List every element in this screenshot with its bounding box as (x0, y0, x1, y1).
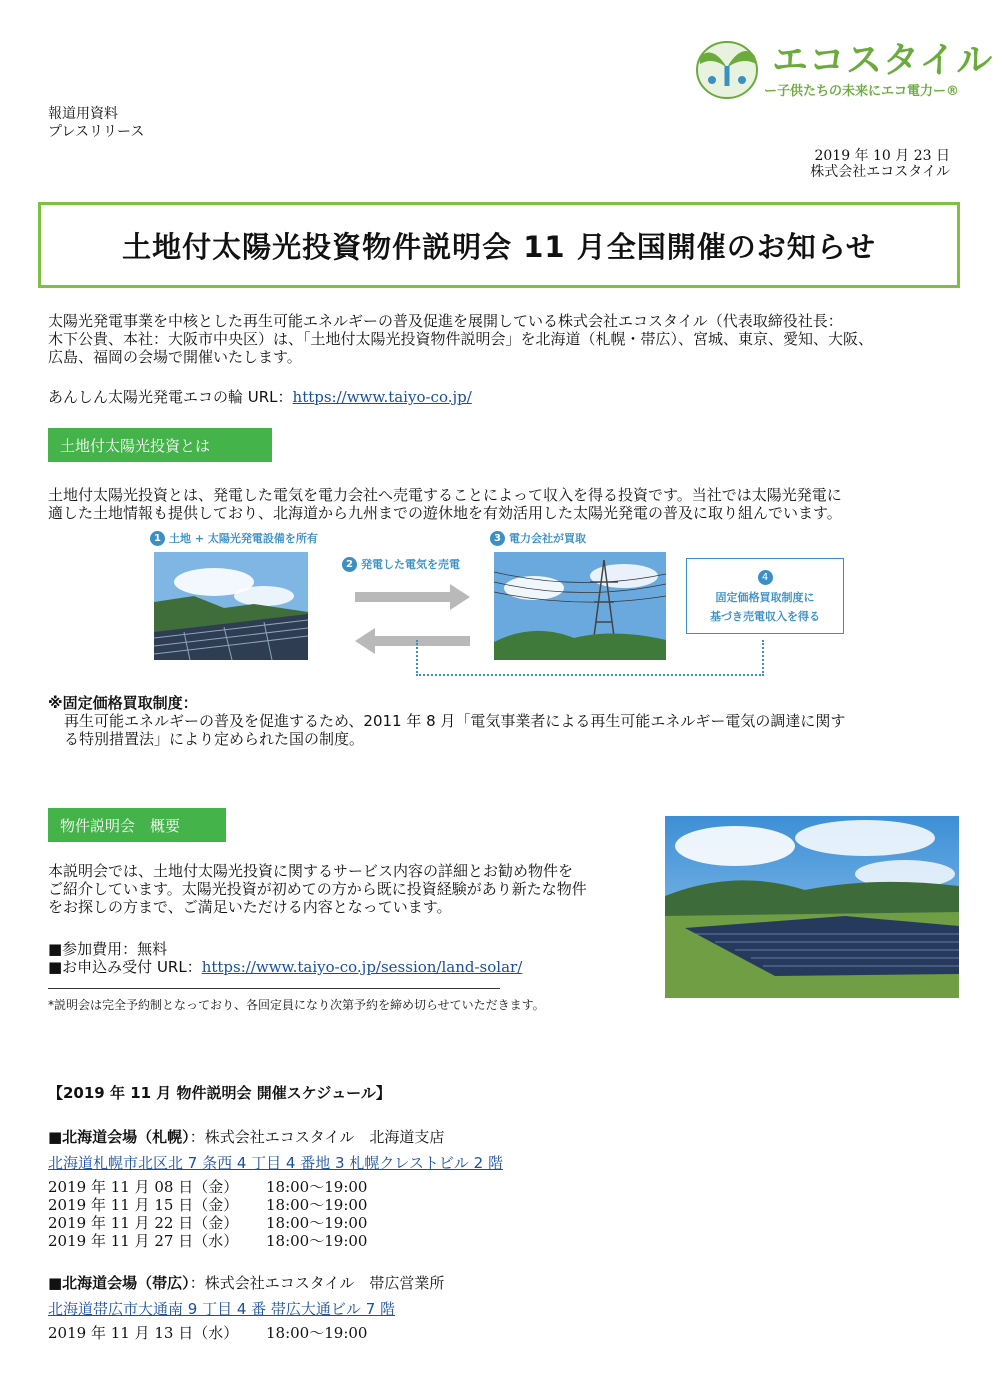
venue-obihiro-address (48, 1300, 395, 1318)
page-title: 土地付太陽光投資物件説明会 11 月全国開催のお知らせ (122, 229, 876, 264)
fee-line: ■参加費用：無料 (48, 940, 168, 958)
intro-line: 木下公貴、本社：大阪市中央区）は、「土地付太陽光投資物件説明会」を北海道（札幌・帯広）、宮城、東京、愛知、大阪、 (48, 330, 874, 348)
intro-line: 広島、福岡の会場で開催いたします。 (48, 348, 302, 366)
schedule-date: 2019 年 11 月 15 日（金） (48, 1196, 239, 1214)
note-heading: ※固定価格買取制度： (48, 694, 198, 712)
diagram-step-3 (490, 530, 586, 546)
note-line: る特別措置法」により定められた国の制度。 (64, 730, 365, 748)
schedule-time: 18:00〜19:00 (266, 1196, 368, 1214)
venue-company: ：株式会社エコスタイル 北海道支店 (189, 1128, 445, 1146)
company-logo (690, 30, 994, 102)
step-number: 2 (342, 557, 357, 572)
venue-name: ■北海道会場（札幌） (48, 1128, 190, 1146)
schedule-date: 2019 年 11 月 08 日（金） (48, 1178, 239, 1196)
venue-sapporo-dates (48, 1178, 367, 1250)
diagram-step-1 (150, 530, 318, 546)
section-heading-investment (48, 428, 272, 462)
schedule-row (48, 1214, 367, 1232)
venue-name: ■北海道会場（帯広） (48, 1274, 190, 1292)
section-heading-overview (48, 808, 226, 842)
investment-line: 適した土地情報も提供しており、北海道から九州までの遊休地を有効活用した太陽光発電の普及に取り組んでいます。 (48, 504, 842, 522)
step-number: 3 (490, 531, 505, 546)
leaf-logo-icon (690, 30, 764, 102)
schedule-row (48, 1232, 367, 1250)
step-number: 1 (150, 531, 165, 546)
intro-line: 太陽光発電事業を中核とした再生可能エネルギーの普及促進を展開している株式会社エコスタイル（代表取締役社長： (48, 312, 843, 330)
schedule-time: 18:00〜19:00 (266, 1324, 368, 1342)
overview-line: をお探しの方まで、ご満足いただける内容となっています。 (48, 898, 452, 916)
schedule-time: 18:00〜19:00 (266, 1232, 368, 1250)
venue-sapporo-address (48, 1154, 503, 1172)
schedule-heading: 【2019 年 11 月 物件説明会 開催スケジュール】 (48, 1084, 391, 1102)
overview-line: 本説明会では、土地付太陽光投資に関するサービス内容の詳細とお勧め物件を (48, 862, 574, 880)
apply-url-row (48, 958, 522, 976)
company-name: 株式会社エコスタイル (810, 164, 950, 180)
overview-line: ご紹介しています。太陽光投資が初めての方から既に投資経験があり新たな物件 (48, 880, 587, 898)
logo-tagline: ー子供たちの未来にエコ電力ー® (764, 84, 960, 99)
overview-paragraph (48, 862, 587, 916)
venue-sapporo-header (48, 1128, 444, 1146)
release-date: 2019 年 10 月 23 日 (814, 148, 950, 164)
step-label: 基づき売電収入を得る (710, 610, 820, 623)
apply-url-label: ■お申込み受付 URL： (48, 958, 202, 976)
reservation-footnote: *説明会は完全予約制となっており、各回定員になり次第予約を締め切らせていただきます。 (48, 998, 545, 1012)
apply-url-link[interactable]: https://www.taiyo-co.jp/session/land-solar/ (201, 958, 523, 976)
footnote-divider (48, 988, 500, 989)
investment-line: 土地付太陽光投資とは、発電した電気を電力会社へ売電することによって収入を得る投資です。当社では太陽光発電に (48, 486, 842, 504)
step-label: 電力会社が買取 (509, 532, 586, 545)
intro-url-link[interactable]: https://www.taiyo-co.jp/ (292, 388, 472, 406)
solar-farm-photo (154, 552, 308, 660)
diagram-connector (416, 640, 764, 676)
venue-company: ：株式会社エコスタイル 帯広営業所 (189, 1274, 445, 1292)
arrow-right-icon (355, 584, 470, 610)
investment-diagram (150, 528, 850, 688)
intro-url-row (48, 388, 472, 406)
schedule-row (48, 1324, 367, 1342)
schedule-time: 18:00〜19:00 (266, 1178, 368, 1196)
section-heading-text: 土地付太陽光投資とは (60, 436, 211, 455)
diagram-step-2 (342, 556, 460, 572)
venue-obihiro-header (48, 1274, 444, 1292)
schedule-row (48, 1196, 367, 1214)
schedule-date: 2019 年 11 月 22 日（金） (48, 1214, 239, 1232)
intro-url-label: あんしん太陽光発電エコの輪 URL： (48, 388, 293, 406)
logo-name: エコスタイル (772, 40, 994, 81)
schedule-row (48, 1178, 367, 1196)
step-number: 4 (758, 570, 773, 585)
venue-address-link[interactable]: 北海道札幌市北区北 7 条西 4 丁目 4 番地 3 札幌クレストビル 2 階 (48, 1154, 503, 1172)
schedule-time: 18:00〜19:00 (266, 1214, 368, 1232)
press-label: 報道用資料 (48, 106, 118, 122)
step-label: 土地 + 太陽光発電設備を所有 (169, 532, 318, 545)
section-heading-text: 物件説明会 概要 (60, 816, 181, 835)
schedule-date: 2019 年 11 月 13 日（水） (48, 1324, 239, 1342)
step-label: 固定価格買取制度に (715, 591, 815, 604)
diagram-step-4 (686, 558, 844, 634)
step-label: 発電した電気を売電 (361, 558, 460, 571)
title-box (38, 202, 960, 288)
intro-paragraph (48, 312, 873, 366)
venue-address-link[interactable]: 北海道帯広市大通南 9 丁目 4 番 帯広大通ビル 7 階 (48, 1300, 396, 1318)
schedule-date: 2019 年 11 月 27 日（水） (48, 1232, 239, 1250)
note-line: 再生可能エネルギーの普及を促進するため、2011 年 8 月「電気事業者による再生可能エネルギー電気の調達に関す (64, 712, 846, 730)
investment-paragraph (48, 486, 842, 522)
press-release-label: プレスリリース (48, 124, 145, 140)
venue-obihiro-dates (48, 1324, 367, 1342)
solar-field-photo (665, 816, 959, 998)
note-body (64, 712, 845, 748)
